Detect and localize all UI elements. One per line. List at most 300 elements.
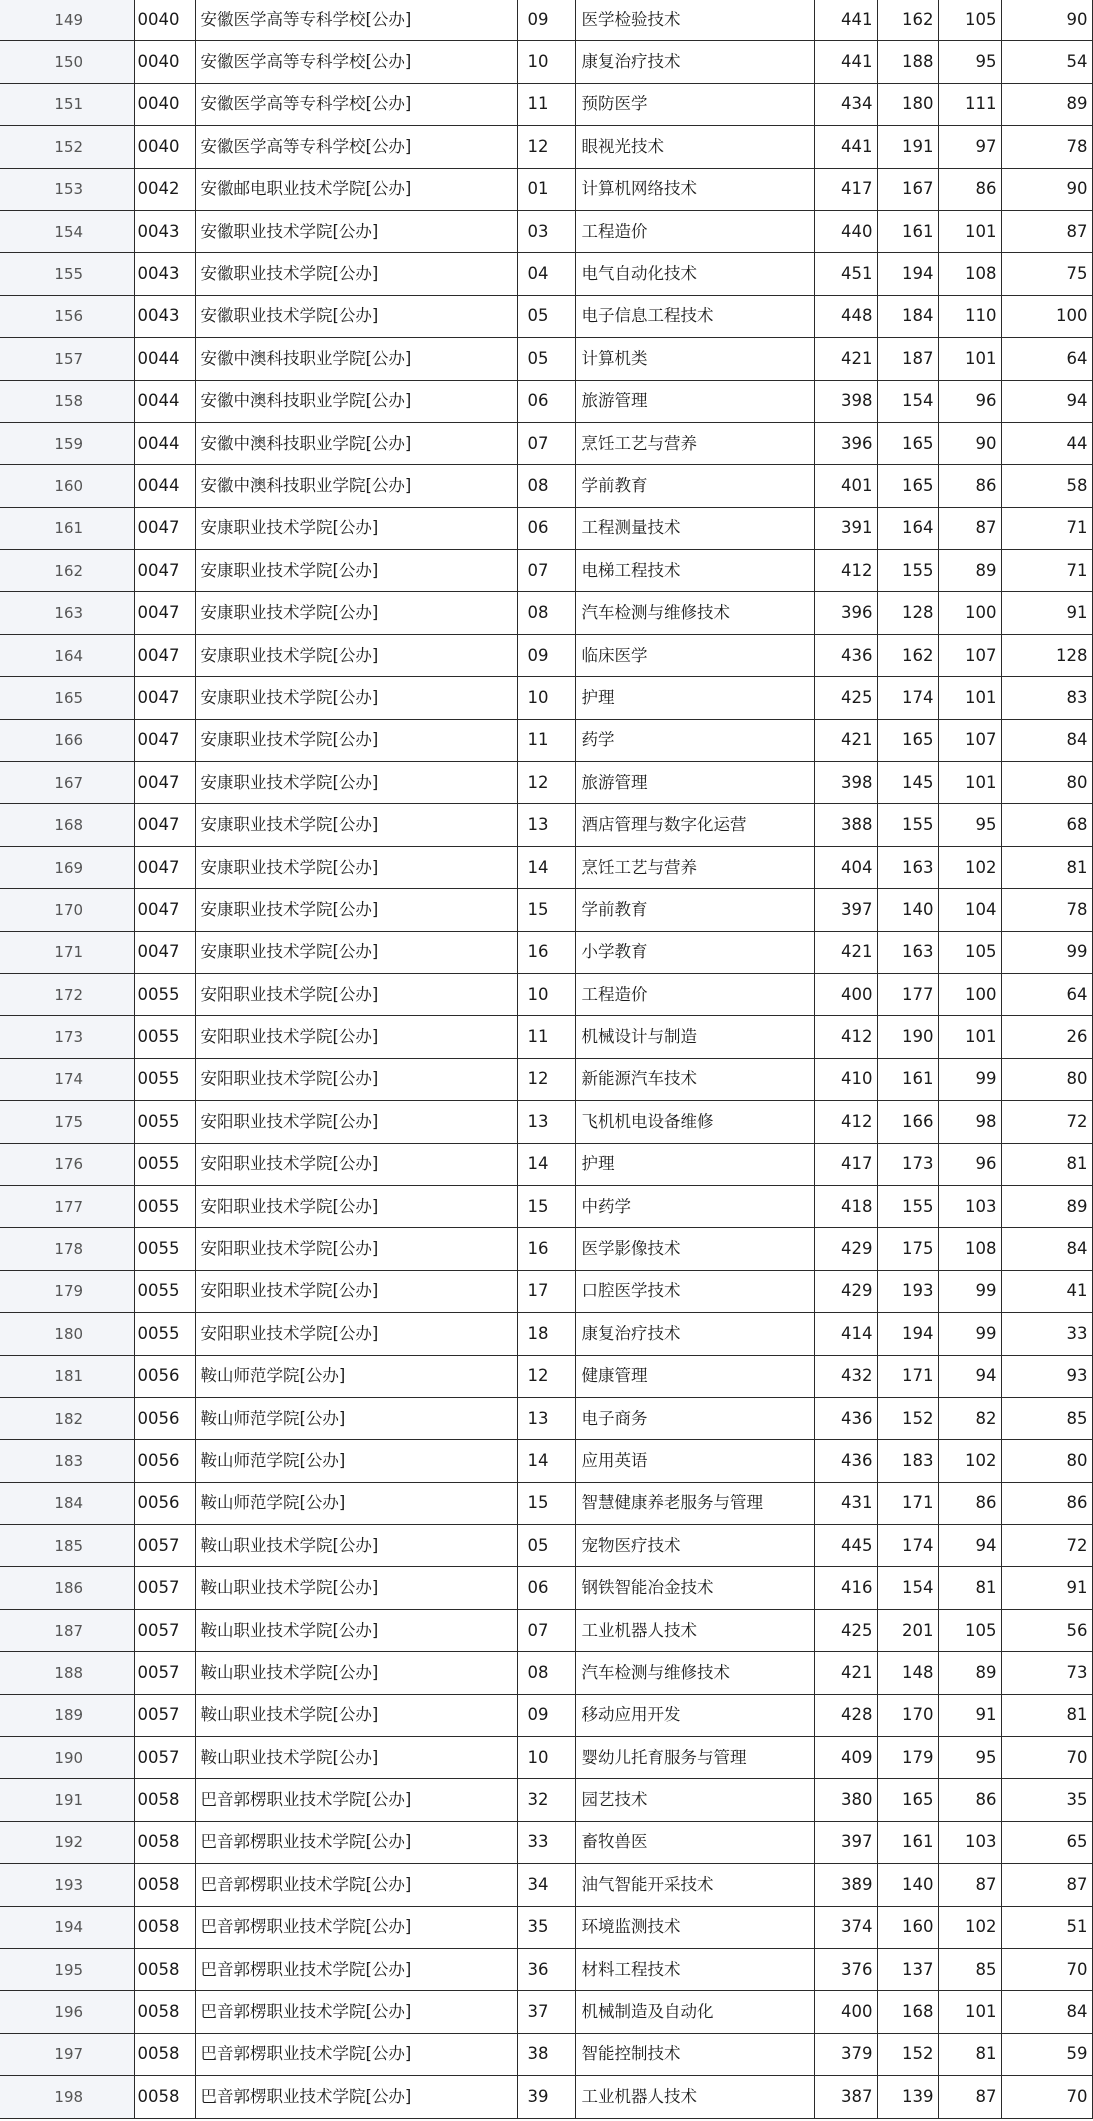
score-cell-1[interactable]: 374 [814,1906,877,1948]
score-cell-2[interactable]: 171 [877,1482,938,1524]
school-code-cell[interactable]: 0047 [134,762,195,804]
score-cell-3[interactable]: 101 [938,677,1001,719]
row-number[interactable]: 160 [0,465,134,507]
major-code-cell[interactable]: 10 [517,41,575,83]
row-number[interactable]: 191 [0,1779,134,1821]
major-name-cell[interactable]: 口腔医学技术 [575,1270,814,1312]
major-name-cell[interactable]: 工程测量技术 [575,507,814,549]
major-code-cell[interactable]: 08 [517,592,575,634]
score-cell-1[interactable]: 418 [814,1185,877,1227]
score-cell-3[interactable]: 101 [938,210,1001,252]
score-cell-2[interactable]: 161 [877,210,938,252]
school-code-cell[interactable]: 0058 [134,1906,195,1948]
score-cell-2[interactable]: 155 [877,1185,938,1227]
major-code-cell[interactable]: 07 [517,1609,575,1651]
school-code-cell[interactable]: 0055 [134,1101,195,1143]
school-name-cell[interactable]: 安徽邮电职业技术学院[公办] [195,168,517,210]
major-name-cell[interactable]: 汽车检测与维修技术 [575,1652,814,1694]
score-cell-2[interactable]: 170 [877,1694,938,1736]
table-row[interactable] [0,126,1092,168]
major-name-cell[interactable]: 小学教育 [575,931,814,973]
score-cell-4[interactable]: 87 [1001,210,1092,252]
major-name-cell[interactable]: 飞机机电设备维修 [575,1101,814,1143]
major-name-cell[interactable]: 工业机器人技术 [575,1609,814,1651]
score-cell-2[interactable]: 190 [877,1016,938,1058]
school-code-cell[interactable]: 0047 [134,677,195,719]
school-code-cell[interactable]: 0057 [134,1609,195,1651]
school-name-cell[interactable]: 鞍山职业技术学院[公办] [195,1525,517,1567]
score-cell-3[interactable]: 95 [938,41,1001,83]
major-name-cell[interactable]: 医学检验技术 [575,0,814,41]
score-cell-2[interactable]: 140 [877,1864,938,1906]
score-cell-3[interactable]: 91 [938,1694,1001,1736]
score-cell-3[interactable]: 107 [938,719,1001,761]
table-row[interactable] [0,1864,1092,1906]
score-cell-4[interactable]: 81 [1001,1143,1092,1185]
major-name-cell[interactable]: 环境监测技术 [575,1906,814,1948]
score-cell-1[interactable]: 376 [814,1948,877,1990]
row-number[interactable]: 181 [0,1355,134,1397]
table-row[interactable] [0,295,1092,337]
score-cell-2[interactable]: 184 [877,295,938,337]
school-name-cell[interactable]: 巴音郭楞职业技术学院[公办] [195,1948,517,1990]
table-row[interactable] [0,592,1092,634]
major-name-cell[interactable]: 康复治疗技术 [575,41,814,83]
school-code-cell[interactable]: 0047 [134,507,195,549]
score-cell-1[interactable]: 440 [814,210,877,252]
table-row[interactable] [0,1525,1092,1567]
table-row[interactable] [0,634,1092,676]
major-name-cell[interactable]: 工业机器人技术 [575,2076,814,2118]
score-cell-2[interactable]: 154 [877,1567,938,1609]
major-code-cell[interactable]: 10 [517,973,575,1015]
score-cell-3[interactable]: 95 [938,804,1001,846]
score-cell-2[interactable]: 162 [877,0,938,41]
major-name-cell[interactable]: 护理 [575,1143,814,1185]
school-code-cell[interactable]: 0047 [134,931,195,973]
score-cell-1[interactable]: 421 [814,1652,877,1694]
school-name-cell[interactable]: 安康职业技术学院[公办] [195,634,517,676]
score-cell-1[interactable]: 417 [814,1143,877,1185]
row-number[interactable]: 164 [0,634,134,676]
score-cell-4[interactable]: 80 [1001,762,1092,804]
score-cell-4[interactable]: 89 [1001,83,1092,125]
score-cell-3[interactable]: 103 [938,1185,1001,1227]
table-row[interactable] [0,253,1092,295]
table-row[interactable] [0,507,1092,549]
school-code-cell[interactable]: 0055 [134,973,195,1015]
score-cell-4[interactable]: 68 [1001,804,1092,846]
score-cell-1[interactable]: 391 [814,507,877,549]
row-number[interactable]: 171 [0,931,134,973]
score-cell-2[interactable]: 174 [877,1525,938,1567]
score-cell-3[interactable]: 81 [938,2033,1001,2075]
score-cell-3[interactable]: 111 [938,83,1001,125]
school-name-cell[interactable]: 鞍山职业技术学院[公办] [195,1694,517,1736]
score-cell-3[interactable]: 108 [938,1228,1001,1270]
major-code-cell[interactable]: 04 [517,253,575,295]
school-code-cell[interactable]: 0056 [134,1355,195,1397]
row-number[interactable]: 158 [0,380,134,422]
score-cell-3[interactable]: 87 [938,2076,1001,2118]
major-name-cell[interactable]: 婴幼儿托育服务与管理 [575,1737,814,1779]
score-cell-1[interactable]: 412 [814,1016,877,1058]
score-cell-1[interactable]: 434 [814,83,877,125]
score-cell-2[interactable]: 145 [877,762,938,804]
score-cell-2[interactable]: 163 [877,846,938,888]
major-code-cell[interactable]: 13 [517,1397,575,1439]
school-code-cell[interactable]: 0055 [134,1143,195,1185]
score-cell-1[interactable]: 429 [814,1228,877,1270]
score-cell-2[interactable]: 194 [877,1313,938,1355]
row-number[interactable]: 175 [0,1101,134,1143]
score-cell-2[interactable]: 168 [877,1991,938,2033]
school-name-cell[interactable]: 安阳职业技术学院[公办] [195,1228,517,1270]
row-number[interactable]: 157 [0,338,134,380]
school-name-cell[interactable]: 鞍山职业技术学院[公办] [195,1737,517,1779]
table-row[interactable] [0,168,1092,210]
score-cell-1[interactable]: 409 [814,1737,877,1779]
major-code-cell[interactable]: 11 [517,719,575,761]
score-cell-4[interactable]: 70 [1001,2076,1092,2118]
score-cell-4[interactable]: 89 [1001,1185,1092,1227]
score-cell-3[interactable]: 100 [938,973,1001,1015]
table-row[interactable] [0,1101,1092,1143]
row-number[interactable]: 198 [0,2076,134,2118]
major-name-cell[interactable]: 电子商务 [575,1397,814,1439]
table-row[interactable] [0,1991,1092,2033]
school-name-cell[interactable]: 鞍山师范学院[公办] [195,1397,517,1439]
score-cell-4[interactable]: 65 [1001,1821,1092,1863]
row-number[interactable]: 154 [0,210,134,252]
score-cell-1[interactable]: 441 [814,0,877,41]
major-code-cell[interactable]: 34 [517,1864,575,1906]
table-row[interactable] [0,83,1092,125]
table-row[interactable] [0,1567,1092,1609]
score-cell-2[interactable]: 148 [877,1652,938,1694]
school-code-cell[interactable]: 0043 [134,295,195,337]
school-name-cell[interactable]: 鞍山师范学院[公办] [195,1440,517,1482]
score-cell-3[interactable]: 100 [938,592,1001,634]
major-code-cell[interactable]: 11 [517,83,575,125]
major-name-cell[interactable]: 畜牧兽医 [575,1821,814,1863]
school-code-cell[interactable]: 0058 [134,1821,195,1863]
score-cell-2[interactable]: 155 [877,804,938,846]
row-number[interactable]: 184 [0,1482,134,1524]
score-cell-1[interactable]: 380 [814,1779,877,1821]
major-code-cell[interactable]: 08 [517,465,575,507]
school-code-cell[interactable]: 0047 [134,634,195,676]
score-cell-4[interactable]: 128 [1001,634,1092,676]
school-code-cell[interactable]: 0058 [134,2076,195,2118]
row-number[interactable]: 192 [0,1821,134,1863]
table-row[interactable] [0,2033,1092,2075]
major-code-cell[interactable]: 15 [517,1482,575,1524]
score-cell-4[interactable]: 59 [1001,2033,1092,2075]
row-number[interactable]: 159 [0,422,134,464]
major-name-cell[interactable]: 计算机网络技术 [575,168,814,210]
major-name-cell[interactable]: 电子信息工程技术 [575,295,814,337]
school-name-cell[interactable]: 鞍山职业技术学院[公办] [195,1609,517,1651]
score-cell-4[interactable]: 85 [1001,1397,1092,1439]
major-code-cell[interactable]: 17 [517,1270,575,1312]
score-cell-2[interactable]: 155 [877,550,938,592]
score-cell-3[interactable]: 101 [938,1991,1001,2033]
table-row[interactable] [0,550,1092,592]
major-code-cell[interactable]: 33 [517,1821,575,1863]
row-number[interactable]: 186 [0,1567,134,1609]
table-row[interactable] [0,1058,1092,1100]
row-number[interactable]: 177 [0,1185,134,1227]
school-name-cell[interactable]: 安阳职业技术学院[公办] [195,1016,517,1058]
major-code-cell[interactable]: 13 [517,804,575,846]
score-cell-3[interactable]: 94 [938,1355,1001,1397]
score-cell-4[interactable]: 90 [1001,168,1092,210]
row-number[interactable]: 167 [0,762,134,804]
major-name-cell[interactable]: 旅游管理 [575,380,814,422]
row-number[interactable]: 189 [0,1694,134,1736]
major-code-cell[interactable]: 09 [517,1694,575,1736]
score-cell-4[interactable]: 78 [1001,889,1092,931]
school-code-cell[interactable]: 0043 [134,253,195,295]
major-code-cell[interactable]: 39 [517,2076,575,2118]
major-code-cell[interactable]: 05 [517,338,575,380]
major-name-cell[interactable]: 康复治疗技术 [575,1313,814,1355]
major-name-cell[interactable]: 应用英语 [575,1440,814,1482]
major-name-cell[interactable]: 钢铁智能冶金技术 [575,1567,814,1609]
score-cell-2[interactable]: 167 [877,168,938,210]
major-name-cell[interactable]: 护理 [575,677,814,719]
score-cell-3[interactable]: 98 [938,1101,1001,1143]
score-cell-1[interactable]: 421 [814,719,877,761]
major-code-cell[interactable]: 36 [517,1948,575,1990]
major-name-cell[interactable]: 汽车检测与维修技术 [575,592,814,634]
table-row[interactable] [0,1143,1092,1185]
major-code-cell[interactable]: 13 [517,1101,575,1143]
school-code-cell[interactable]: 0055 [134,1058,195,1100]
score-cell-2[interactable]: 173 [877,1143,938,1185]
row-number[interactable]: 169 [0,846,134,888]
major-code-cell[interactable]: 14 [517,1143,575,1185]
major-name-cell[interactable]: 计算机类 [575,338,814,380]
row-number[interactable]: 161 [0,507,134,549]
row-number[interactable]: 153 [0,168,134,210]
school-name-cell[interactable]: 巴音郭楞职业技术学院[公办] [195,1821,517,1863]
table-row[interactable] [0,1737,1092,1779]
major-code-cell[interactable]: 12 [517,1058,575,1100]
score-cell-4[interactable]: 75 [1001,253,1092,295]
row-number[interactable]: 197 [0,2033,134,2075]
score-cell-3[interactable]: 86 [938,465,1001,507]
score-cell-1[interactable]: 421 [814,931,877,973]
table-row[interactable] [0,931,1092,973]
major-name-cell[interactable]: 材料工程技术 [575,1948,814,1990]
score-cell-2[interactable]: 165 [877,422,938,464]
row-number[interactable]: 172 [0,973,134,1015]
row-number[interactable]: 151 [0,83,134,125]
row-number[interactable]: 155 [0,253,134,295]
school-code-cell[interactable]: 0058 [134,1991,195,2033]
school-code-cell[interactable]: 0040 [134,41,195,83]
school-code-cell[interactable]: 0055 [134,1228,195,1270]
major-name-cell[interactable]: 园艺技术 [575,1779,814,1821]
school-code-cell[interactable]: 0055 [134,1270,195,1312]
score-cell-3[interactable]: 94 [938,1525,1001,1567]
score-cell-3[interactable]: 101 [938,762,1001,804]
school-code-cell[interactable]: 0047 [134,804,195,846]
school-name-cell[interactable]: 安阳职业技术学院[公办] [195,973,517,1015]
score-cell-2[interactable]: 161 [877,1821,938,1863]
score-cell-1[interactable]: 396 [814,592,877,634]
score-cell-4[interactable]: 94 [1001,380,1092,422]
row-number[interactable]: 196 [0,1991,134,2033]
school-name-cell[interactable]: 安徽医学高等专科学校[公办] [195,41,517,83]
table-row[interactable] [0,973,1092,1015]
school-name-cell[interactable]: 安阳职业技术学院[公办] [195,1101,517,1143]
major-name-cell[interactable]: 预防医学 [575,83,814,125]
score-cell-1[interactable]: 425 [814,1609,877,1651]
score-cell-3[interactable]: 101 [938,338,1001,380]
school-name-cell[interactable]: 巴音郭楞职业技术学院[公办] [195,1906,517,1948]
major-code-cell[interactable]: 01 [517,168,575,210]
score-cell-3[interactable]: 102 [938,846,1001,888]
score-cell-4[interactable]: 58 [1001,465,1092,507]
score-cell-4[interactable]: 64 [1001,338,1092,380]
score-cell-1[interactable]: 445 [814,1525,877,1567]
score-cell-3[interactable]: 87 [938,1864,1001,1906]
score-cell-1[interactable]: 387 [814,2076,877,2118]
score-cell-3[interactable]: 96 [938,380,1001,422]
score-cell-3[interactable]: 95 [938,1737,1001,1779]
row-number[interactable]: 179 [0,1270,134,1312]
score-cell-3[interactable]: 86 [938,168,1001,210]
major-code-cell[interactable]: 32 [517,1779,575,1821]
school-name-cell[interactable]: 安康职业技术学院[公办] [195,889,517,931]
school-code-cell[interactable]: 0058 [134,1779,195,1821]
score-cell-1[interactable]: 379 [814,2033,877,2075]
score-cell-1[interactable]: 389 [814,1864,877,1906]
major-code-cell[interactable]: 12 [517,762,575,804]
score-cell-1[interactable]: 401 [814,465,877,507]
school-name-cell[interactable]: 安康职业技术学院[公办] [195,762,517,804]
score-cell-1[interactable]: 398 [814,762,877,804]
major-name-cell[interactable]: 移动应用开发 [575,1694,814,1736]
major-name-cell[interactable]: 学前教育 [575,465,814,507]
score-cell-1[interactable]: 441 [814,41,877,83]
score-cell-2[interactable]: 191 [877,126,938,168]
major-name-cell[interactable]: 烹饪工艺与营养 [575,422,814,464]
score-cell-4[interactable]: 93 [1001,1355,1092,1397]
score-cell-1[interactable]: 397 [814,889,877,931]
school-name-cell[interactable]: 安康职业技术学院[公办] [195,719,517,761]
table-row[interactable] [0,1185,1092,1227]
school-code-cell[interactable]: 0044 [134,465,195,507]
school-code-cell[interactable]: 0044 [134,380,195,422]
school-name-cell[interactable]: 安阳职业技术学院[公办] [195,1313,517,1355]
major-name-cell[interactable]: 医学影像技术 [575,1228,814,1270]
score-cell-3[interactable]: 105 [938,0,1001,41]
table-row[interactable] [0,1355,1092,1397]
row-number[interactable]: 174 [0,1058,134,1100]
school-name-cell[interactable]: 安康职业技术学院[公办] [195,550,517,592]
table-row[interactable] [0,1694,1092,1736]
major-code-cell[interactable]: 07 [517,550,575,592]
school-name-cell[interactable]: 安徽职业技术学院[公办] [195,295,517,337]
score-cell-3[interactable]: 86 [938,1779,1001,1821]
score-cell-4[interactable]: 86 [1001,1482,1092,1524]
score-cell-1[interactable]: 421 [814,338,877,380]
score-cell-1[interactable]: 388 [814,804,877,846]
score-cell-2[interactable]: 193 [877,1270,938,1312]
score-cell-4[interactable]: 35 [1001,1779,1092,1821]
score-cell-3[interactable]: 105 [938,931,1001,973]
major-name-cell[interactable]: 机械制造及自动化 [575,1991,814,2033]
row-number[interactable]: 168 [0,804,134,846]
score-cell-2[interactable]: 194 [877,253,938,295]
score-cell-2[interactable]: 180 [877,83,938,125]
score-cell-3[interactable]: 82 [938,1397,1001,1439]
school-code-cell[interactable]: 0056 [134,1440,195,1482]
score-cell-3[interactable]: 85 [938,1948,1001,1990]
score-cell-4[interactable]: 44 [1001,422,1092,464]
table-row[interactable] [0,2076,1092,2118]
school-name-cell[interactable]: 鞍山职业技术学院[公办] [195,1652,517,1694]
score-cell-4[interactable]: 91 [1001,1567,1092,1609]
score-cell-1[interactable]: 412 [814,550,877,592]
row-number[interactable]: 187 [0,1609,134,1651]
score-cell-1[interactable]: 441 [814,126,877,168]
score-cell-4[interactable]: 84 [1001,1228,1092,1270]
school-code-cell[interactable]: 0057 [134,1694,195,1736]
row-number[interactable]: 195 [0,1948,134,1990]
table-row[interactable] [0,380,1092,422]
school-code-cell[interactable]: 0055 [134,1016,195,1058]
score-cell-3[interactable]: 108 [938,253,1001,295]
school-name-cell[interactable]: 安徽职业技术学院[公办] [195,210,517,252]
score-cell-3[interactable]: 101 [938,1016,1001,1058]
score-cell-4[interactable]: 78 [1001,126,1092,168]
score-cell-3[interactable]: 105 [938,1609,1001,1651]
school-code-cell[interactable]: 0047 [134,592,195,634]
major-code-cell[interactable]: 12 [517,1355,575,1397]
score-cell-2[interactable]: 154 [877,380,938,422]
school-code-cell[interactable]: 0058 [134,2033,195,2075]
score-cell-2[interactable]: 201 [877,1609,938,1651]
school-name-cell[interactable]: 鞍山师范学院[公办] [195,1482,517,1524]
school-name-cell[interactable]: 安康职业技术学院[公办] [195,677,517,719]
score-cell-2[interactable]: 128 [877,592,938,634]
table-row[interactable] [0,1440,1092,1482]
score-cell-1[interactable]: 425 [814,677,877,719]
score-cell-1[interactable]: 404 [814,846,877,888]
school-name-cell[interactable]: 巴音郭楞职业技术学院[公办] [195,2033,517,2075]
table-row[interactable] [0,1397,1092,1439]
major-name-cell[interactable]: 机械设计与制造 [575,1016,814,1058]
school-name-cell[interactable]: 安徽中澳科技职业学院[公办] [195,380,517,422]
school-code-cell[interactable]: 0043 [134,210,195,252]
major-code-cell[interactable]: 08 [517,1652,575,1694]
school-code-cell[interactable]: 0058 [134,1864,195,1906]
score-cell-2[interactable]: 177 [877,973,938,1015]
row-number[interactable]: 152 [0,126,134,168]
score-cell-4[interactable]: 81 [1001,1694,1092,1736]
school-name-cell[interactable]: 安阳职业技术学院[公办] [195,1270,517,1312]
score-cell-1[interactable]: 431 [814,1482,877,1524]
score-cell-4[interactable]: 71 [1001,550,1092,592]
score-cell-1[interactable]: 417 [814,168,877,210]
score-cell-4[interactable]: 73 [1001,1652,1092,1694]
score-cell-2[interactable]: 183 [877,1440,938,1482]
